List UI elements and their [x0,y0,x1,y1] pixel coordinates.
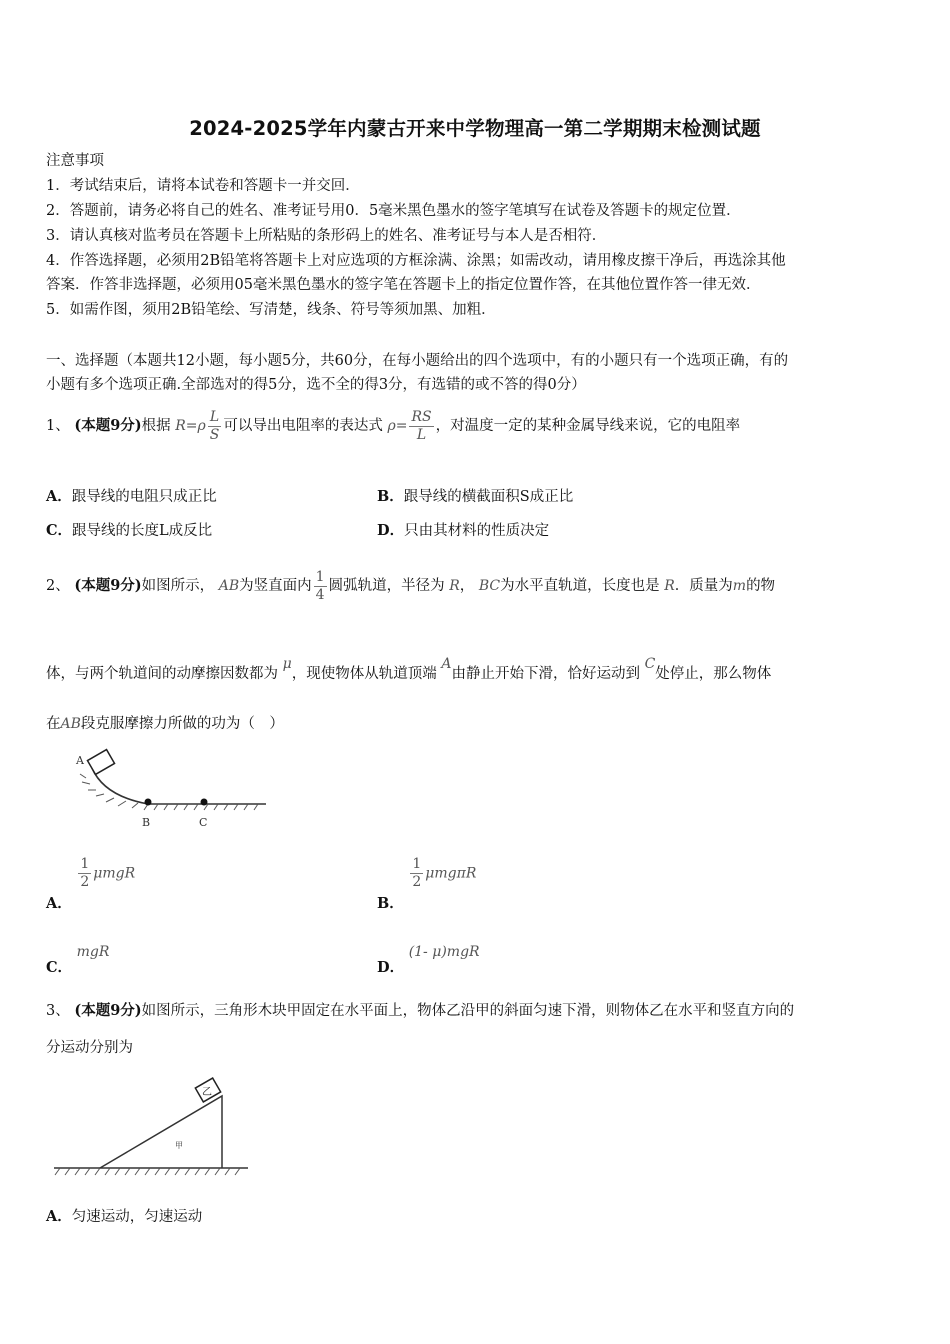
q1-option-b[interactable] [377,485,573,506]
question-text: ， [459,578,475,594]
question-text: 可以导出电阻率的表达式 [223,418,383,434]
option-text: 匀速运动，匀速运动 [71,1209,203,1225]
question-text: 在 [46,716,61,732]
label-c: C [199,816,208,829]
question-number: 1、 [46,418,70,434]
question-text: 为水平直轨道，长度也是 [500,578,660,594]
question-points: (本题9分) [74,417,142,434]
fraction-denominator: 2 [412,874,422,890]
option-text: 跟导线的长度L成反比 [72,523,213,539]
fraction-numerator: 1 [80,856,90,872]
option-text: 跟导线的横截面积S成正比 [403,489,574,505]
option-text: 跟导线的电阻只成正比 [71,489,217,505]
notice-item: 1．考试结束后，请将本试卷和答题卡一并交回． [46,178,360,194]
question-1-stem [46,406,740,446]
fraction-denominator: 2 [80,874,90,890]
question-points: (本题9分) [74,1002,142,1019]
q1-option-d[interactable] [377,519,549,540]
math-symbol: AB [60,716,81,732]
math-symbol: BC [478,578,501,594]
label-b: B [142,816,151,829]
option-expression: (1- μ)mgR [408,944,480,960]
question-text: 由静止开始下滑，恰好运动到 [451,666,640,682]
label-wedge: 甲 [175,1141,183,1150]
question-3-stem-line1 [46,1001,794,1021]
question-text: 处停止，那么物体 [655,666,772,682]
notice-item: 4．作答选择题，必须用2B铅笔将答题卡上对应选项的方框涂满、涂黑；如需改动，请用橡皮擦干净后，再选涂其他 [46,253,786,269]
fraction-denominator: L [416,426,427,443]
question-number: 2、 [46,578,70,594]
q3-option-a[interactable] [46,1205,202,1226]
notice-heading: 注意事项 [46,153,104,169]
question-text: 段克服摩擦力所做的功为（ ） [80,716,284,732]
formula-resistance [175,408,223,443]
option-expression: μmgπR [425,865,477,882]
option-expression: mgR [76,944,110,960]
option-label: A． [46,1208,72,1225]
q1-option-a[interactable] [46,485,217,506]
question-2-stem-line1 [46,556,775,616]
fraction-numerator: 1 [315,568,325,585]
question-text: 根据 [141,418,171,434]
formula-lhs: R=ρ [175,418,206,434]
question-text: 圆弧轨道，半径为 [328,578,445,594]
formula-lhs: ρ= [387,418,408,434]
option-label: C． [46,959,73,976]
section-instructions-line2: 小题有多个选项正确.全部选对的得5分，选不全的得3分，有选错的或不答的得0分） [46,377,586,393]
q2-track-figure [44,748,294,834]
option-label: B． [377,894,404,912]
question-text: 的物 [746,578,776,594]
q3-incline-figure [50,1076,260,1186]
question-number: 3、 [46,1003,70,1019]
notice-item: 3．请认真核对监考员在答题卡上所粘贴的条形码上的姓名、准考证号与本人是否相符． [46,228,607,244]
math-symbol: m [732,578,747,594]
q2-option-d[interactable] [377,940,480,976]
option-label: B． [377,488,404,505]
option-label: D． [377,959,405,976]
question-text: ，现使物体从轨道顶端 [291,666,437,682]
q2-option-c[interactable] [46,940,110,976]
fraction-numerator: RS [411,408,432,425]
fraction-denominator: S [209,426,220,443]
wedge-shape [100,1096,222,1168]
question-2-stem-line2 [46,656,772,684]
option-text: 只由其材料的性质决定 [404,523,550,539]
page-title: 2024-2025学年内蒙古开来中学物理高一第二学期期末检测试题 [189,117,761,140]
label-a: A [76,754,84,767]
fraction-numerator: 1 [412,856,422,872]
option-label: D． [377,522,405,539]
q2-option-b[interactable] [377,856,477,912]
question-text: ，对温度一定的某种金属导线来说，它的电阻率 [435,418,741,434]
q1-option-c[interactable] [46,519,212,540]
option-label: C． [46,522,73,539]
math-symbol: C [644,656,656,672]
question-2-stem-line3 [46,714,284,734]
option-label: A． [46,894,72,912]
option-label: A． [46,488,72,505]
question-text: 为竖直面内 [239,578,312,594]
section-instructions-line1: 一、选择题（本题共12小题，每小题5分，共60分，在每小题给出的四个选项中，有的小题只有一个选项正确，有的 [46,353,789,369]
math-symbol: AB [218,578,240,594]
question-text: ．质量为 [674,578,733,594]
math-symbol: R [664,578,675,594]
formula-resistivity [387,408,435,443]
question-points: (本题9分) [74,577,142,594]
fraction-denominator: 4 [315,586,325,603]
question-3-stem-line2: 分运动分别为 [46,1040,133,1056]
point-b [145,799,152,806]
notice-item: 5．如需作图，须用2B铅笔绘、写清楚，线条、符号等须加黑、加粗． [46,302,496,318]
label-block: 乙 [202,1087,212,1098]
question-text: 如图所示， [141,578,215,594]
block-shape [87,750,114,775]
notice-item: 答案．作答非选择题，必须用05毫米黑色墨水的签字笔在答题卡上的指定位置作答，在其他位置作答一律无效． [46,277,761,293]
point-c [201,799,208,806]
fraction-numerator: L [208,409,222,427]
math-symbol: A [441,656,452,672]
option-expression: μmgR [93,865,136,882]
question-text: 体，与两个轨道间的动摩擦因数都为 [46,666,278,682]
notice-item: 2．答题前，请务必将自己的姓名、准考证号用0．5毫米黑色墨水的签字笔填写在试卷及答题卡的规定位置． [46,203,741,219]
math-symbol: R [449,578,460,594]
q2-option-a[interactable] [46,856,136,912]
question-text: 如图所示，三角形木块甲固定在水平面上，物体乙沿甲的斜面匀速下滑，则物体乙在水平和竖直方向的 [141,1003,795,1019]
math-symbol: μ [282,656,292,672]
